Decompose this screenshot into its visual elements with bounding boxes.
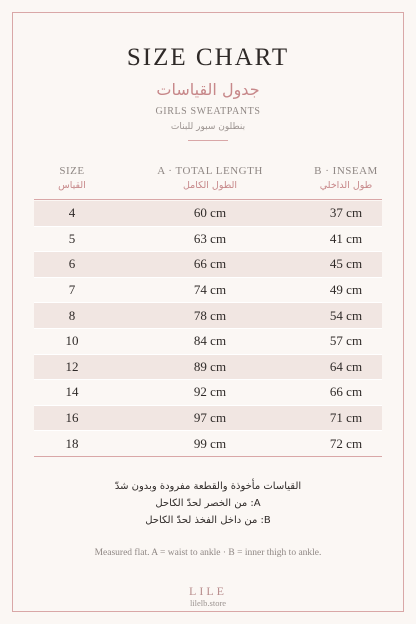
size-table bbox=[34, 201, 382, 457]
column-header-inseam-en: B · INSEAM bbox=[314, 165, 378, 177]
total-length-cell: 74 cm bbox=[193, 282, 227, 298]
store-url: lilelb.store bbox=[189, 598, 227, 608]
inseam-cell: 57 cm bbox=[329, 333, 363, 349]
table-row bbox=[34, 227, 382, 253]
size-cell: 10 bbox=[65, 333, 79, 349]
table-row bbox=[34, 329, 382, 355]
measurement-note-english: Measured flat. A = waist to ankle · B = inner thigh to ankle. bbox=[94, 548, 322, 558]
column-header-inseam bbox=[300, 165, 392, 191]
table-row bbox=[34, 303, 382, 329]
column-header-total-length-ar: الطول الكامل bbox=[182, 180, 238, 191]
brand-logo: LILE bbox=[189, 584, 227, 598]
total-length-cell: 92 cm bbox=[193, 384, 227, 400]
inseam-cell: 45 cm bbox=[329, 256, 363, 272]
inseam-cell: 41 cm bbox=[329, 230, 363, 246]
column-header-total-length bbox=[110, 165, 310, 191]
size-cell: 18 bbox=[65, 435, 79, 451]
size-cell: 8 bbox=[68, 307, 76, 323]
inseam-cell: 71 cm bbox=[329, 410, 363, 426]
size-cell: 7 bbox=[68, 282, 76, 298]
inseam-cell: 49 cm bbox=[329, 282, 363, 298]
inseam-cell: 54 cm bbox=[329, 307, 363, 323]
total-length-cell: 60 cm bbox=[193, 205, 227, 221]
table-row bbox=[34, 278, 382, 304]
table-row bbox=[34, 252, 382, 278]
column-header-total-length-en: A · TOTAL LENGTH bbox=[157, 165, 263, 177]
inseam-cell: 37 cm bbox=[329, 205, 363, 221]
total-length-cell: 84 cm bbox=[193, 333, 227, 349]
subtitle-divider bbox=[188, 140, 228, 141]
table-bottom-divider bbox=[34, 456, 382, 457]
total-length-cell: 63 cm bbox=[193, 230, 227, 246]
column-header-size bbox=[34, 165, 110, 191]
table-row bbox=[34, 431, 382, 457]
total-length-cell: 66 cm bbox=[193, 256, 227, 272]
total-length-cell: 78 cm bbox=[193, 307, 227, 323]
table-row bbox=[34, 355, 382, 381]
column-header-size-ar: القياس bbox=[58, 180, 86, 191]
measurement-note-a-arabic: A: من الخصر لحدّ الكاحل bbox=[155, 498, 261, 509]
size-cell: 4 bbox=[68, 205, 76, 221]
column-header-inseam-ar: طول الداخلي bbox=[319, 180, 373, 191]
table-row bbox=[34, 201, 382, 227]
inseam-cell: 64 cm bbox=[329, 358, 363, 374]
page-title-arabic: جدول القياسات bbox=[156, 80, 260, 99]
column-header-size-en: SIZE bbox=[59, 165, 85, 177]
measurement-note-arabic: القياسات مأخوذة والقطعة مفرودة وبدون شدّ bbox=[114, 481, 302, 492]
measurement-note-b-arabic: B: من داخل الفخذ لحدّ الكاحل bbox=[145, 515, 271, 526]
total-length-cell: 89 cm bbox=[193, 358, 227, 374]
inseam-cell: 72 cm bbox=[329, 435, 363, 451]
header-divider bbox=[34, 199, 382, 200]
product-subtitle-arabic: بنطلون سبور للبنات bbox=[170, 122, 246, 132]
product-subtitle: GIRLS SWEATPANTS bbox=[155, 106, 261, 117]
size-cell: 5 bbox=[68, 230, 76, 246]
inseam-cell: 66 cm bbox=[329, 384, 363, 400]
total-length-cell: 97 cm bbox=[193, 410, 227, 426]
size-cell: 12 bbox=[65, 358, 79, 374]
table-row bbox=[34, 406, 382, 432]
size-cell: 14 bbox=[65, 384, 79, 400]
size-cell: 16 bbox=[65, 410, 79, 426]
size-cell: 6 bbox=[68, 256, 76, 272]
total-length-cell: 99 cm bbox=[193, 435, 227, 451]
page-title: SIZE CHART bbox=[126, 44, 290, 71]
table-row bbox=[34, 380, 382, 406]
